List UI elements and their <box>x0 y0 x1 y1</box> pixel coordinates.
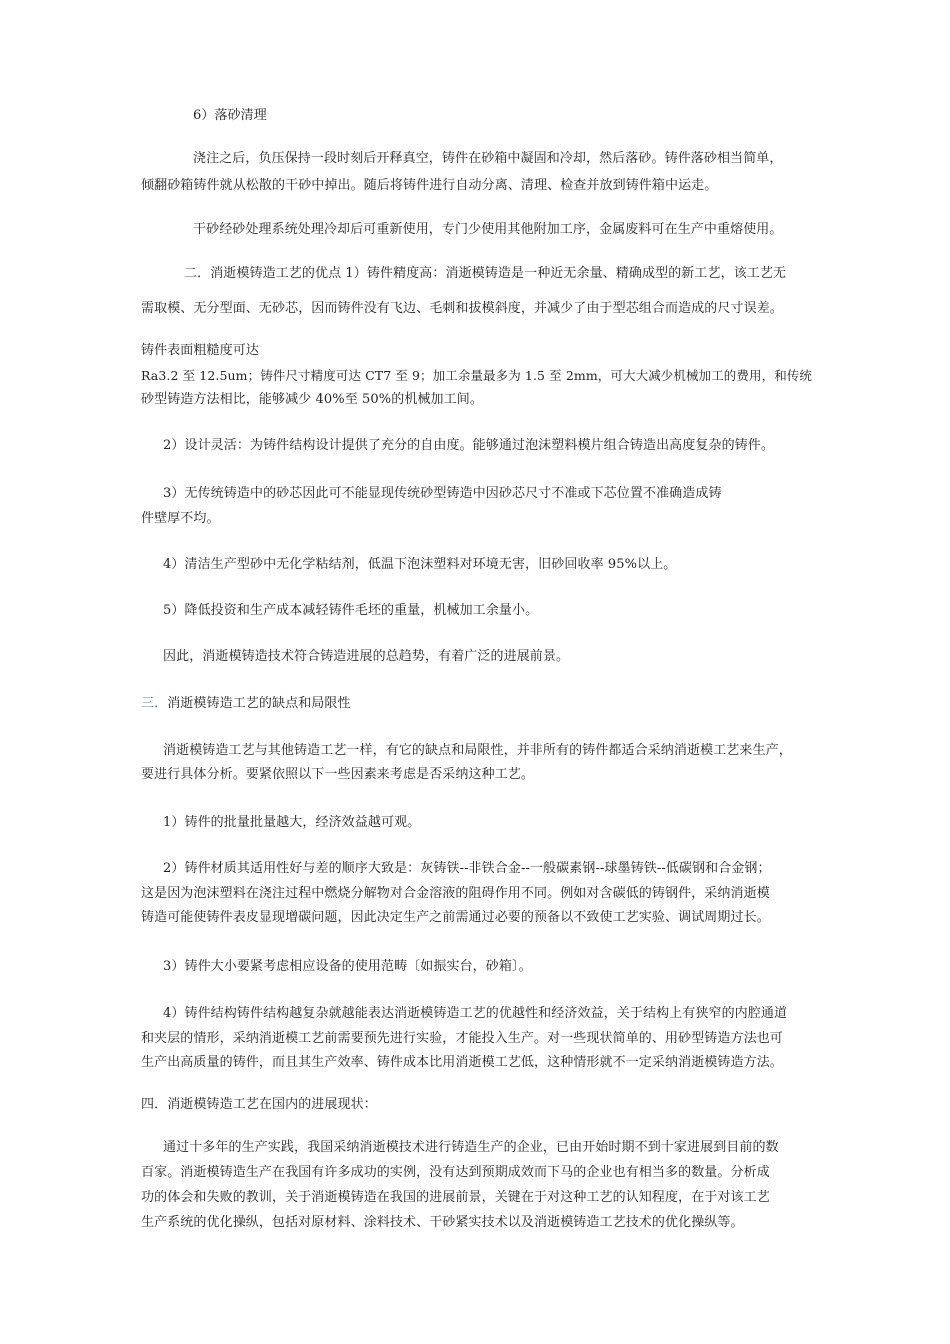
section-6-paragraph-1-line-1: 浇注之后，负压保持一段时刻后开释真空，铸件在砂箱中凝固和冷却，然后落砂。铸件落砂相当简单， <box>193 151 783 166</box>
section-4-paragraph-line-3: 功的体会和失败的教训，关于消逝模铸造在我国的进展前景，关键在于对这种工艺的认知程度，在于对该工艺 <box>141 1190 770 1205</box>
limitation-3: 3）铸件大小要紧考虑相应设备的使用范畴〔如振实台，砂箱〕。 <box>163 959 532 974</box>
section-4-title: 四．消逝模铸造工艺在国内的进展现状： <box>141 1097 377 1112</box>
limitation-2-line-2: 这是因为泡沫塑料在浇注过程中燃烧分解物对合金溶液的阻碍作用不同。例如对含碳低的铸钢件，采纳消逝模 <box>141 886 770 901</box>
advantages-summary: 因此，消逝模铸造技术符合铸造进展的总趋势，有着广泛的进展前景。 <box>163 649 570 664</box>
section-3-number: 三． <box>141 696 168 711</box>
advantage-3-line-2: 件壁厚不均。 <box>141 511 220 526</box>
section-6-title: 6）落砂清理 <box>193 108 267 123</box>
section-4-paragraph-line-1: 通过十多年的生产实践，我国采纳消逝模技术进行铸造生产的企业，已由开始时期不到十家进展到目前的数 <box>163 1140 779 1155</box>
advantages-heading-line-1: 二．消逝模铸造工艺的优点 1）铸件精度高：消逝模铸造是一种近无余量、精确成型的新工艺，该工艺无 <box>184 266 787 281</box>
limitation-2-line-3: 铸造可能使铸件表皮显现增碳问题，因此决定生产之前需通过必要的预备以不致使工艺实验、调试周期过长。 <box>141 910 770 925</box>
advantages-line-5: 砂型铸造方法相比，能够减少 40%至 50%的机械加工间。 <box>141 392 483 407</box>
advantages-line-4: Ra3.2 至 12.5um；铸件尺寸精度可达 CT7 至 9；加工余量最多为 1.5 至 2mm，可大大减少机械加工的费用，和传统 <box>141 368 812 383</box>
section-4-paragraph-line-2: 百家。消逝模铸造生产在我国有许多成功的实例，没有达到预期成效而下马的企业也有相当多的数量。分析成 <box>141 1165 770 1180</box>
section-6-paragraph-2: 干砂经砂处理系统处理冷却后可重新使用，专门少使用其他附加工序，金属废料可在生产中重熔使用。 <box>193 222 783 237</box>
section-4-paragraph-line-4: 生产系统的优化操纵，包括对原材料、涂料技术、干砂紧实技术以及消逝模铸造工艺技术的优化操纵等。 <box>141 1215 744 1230</box>
advantages-line-3: 铸件表面粗糙度可达 <box>141 343 259 358</box>
advantage-4: 4）清洁生产型砂中无化学粘结剂，低温下泡沫塑料对环境无害，旧砂回收率 95%以上。 <box>163 557 677 572</box>
limitation-4-line-3: 生产出高质量的铸件，而且其生产效率、铸件成本比用消逝模工艺低，这种情形就不一定采纳消逝模铸造方法。 <box>141 1055 783 1070</box>
section-3-title-text: 消逝模铸造工艺的缺点和局限性 <box>167 696 351 711</box>
limitation-1: 1）铸件的批量批量越大，经济效益越可观。 <box>163 815 421 830</box>
limitation-2-line-1: 2）铸件材质其适用性好与差的顺序大致是：灰铸铁--非铁合金--一般碳素钢--球墨铸铁--低碳钢和合金钢； <box>163 861 771 876</box>
advantage-3-line-1: 3）无传统铸造中的砂芯因此可不能显现传统砂型铸造中因砂芯尺寸不准或下芯位置不准确造成铸 <box>163 486 722 501</box>
limitation-4-line-2: 和夹层的情形，采纳消逝模工艺前需要预先进行实验，才能投入生产。对一些现状简单的、用砂型铸造方法也可 <box>141 1031 783 1046</box>
limitation-4-line-1: 4）铸件结构铸件结构越复杂就越能表达消逝模铸造工艺的优越性和经济效益，关于结构上有狭窄的内腔通道 <box>163 1006 788 1021</box>
section-6-paragraph-1-line-2: 倾翻砂箱铸件就从松散的干砂中掉出。随后将铸件进行自动分离、清理、检查并放到铸件箱中运走。 <box>141 178 718 193</box>
advantage-2: 2）设计灵活：为铸件结构设计提供了充分的自由度。能够通过泡沫塑料模片组合铸造出高度复杂的铸件。 <box>163 438 774 453</box>
section-3-title <box>141 695 351 713</box>
advantage-5: 5）降低投资和生产成本减轻铸件毛坯的重量，机械加工余量小。 <box>163 603 539 618</box>
section-3-intro-line-1: 消逝模铸造工艺与其他铸造工艺一样，有它的缺点和局限性，并非所有的铸件都适合采纳消逝模工艺来生产， <box>163 743 792 758</box>
advantages-line-2: 需取模、无分型面、无砂芯，因而铸件没有飞边、毛刺和拔模斜度，并减少了由于型芯组合而造成的尺寸误差。 <box>141 301 783 316</box>
section-3-intro-line-2: 要进行具体分析。要紧依照以下一些因素来考虑是否采纳这种工艺。 <box>141 767 535 782</box>
